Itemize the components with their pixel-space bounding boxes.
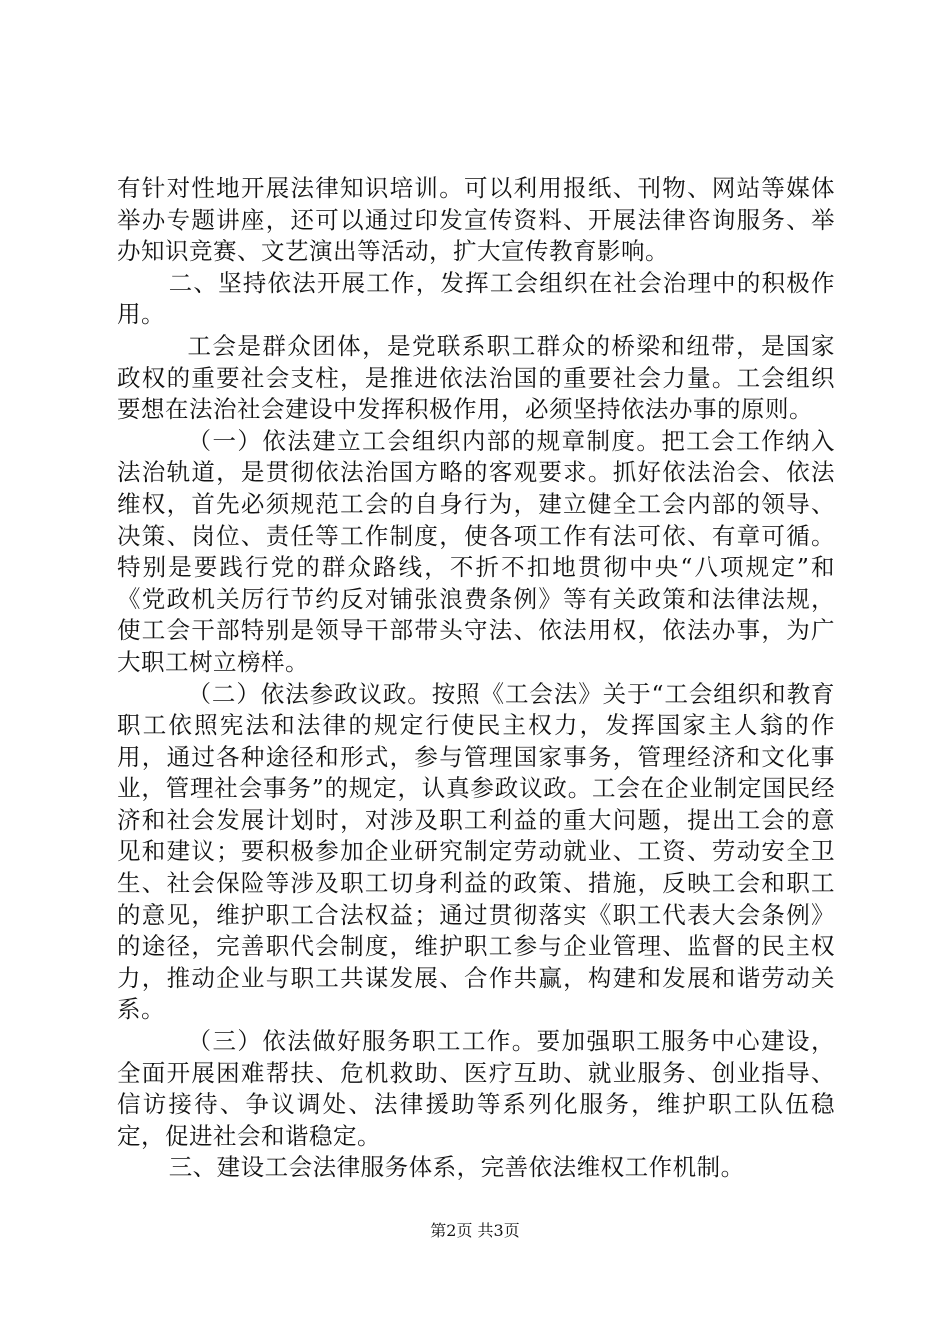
paragraph-3: 工会是群众团体，是党联系职工群众的桥梁和纽带，是国家政权的重要社会支柱，是推进依法治国的重要社会力量。工会组织要想在法治社会建设中发挥积极作用，必须坚持依法办事的原则。 bbox=[117, 331, 835, 424]
document-body bbox=[117, 173, 835, 1184]
paragraph-1: 有针对性地开展法律知识培训。可以利用报纸、刊物、网站等媒体举办专题讲座，还可以通过印发宣传资料、开展法律咨询服务、举办知识竞赛、文艺演出等活动，扩大宣传教育影响。 bbox=[117, 174, 835, 266]
paragraph-4: （一）依法建立工会组织内部的规章制度。把工会工作纳入法治轨道，是贯彻依法治国方略的客观要求。抓好依法治会、依法维权，首先必须规范工会的自身行为，建立健全工会内部的领导、决策、岗位、责任等工作制度，使各项工作有法可依、有章可循。特别是要践行党的群众路线，不折不扣地贯彻中央“八项规定”和《党政机关厉行节约反对铺张浪费条例》等有关政策和法律法规，使工会干部特别是领导干部带头守法、依法用权，依法办事，为广大职工树立榜样。 bbox=[117, 426, 835, 676]
paragraph-7: 三、建设工会法律服务体系，完善依法维权工作机制。 bbox=[168, 1153, 745, 1182]
paragraph-6: （三）依法做好服务职工工作。要加强职工服务中心建设，全面开展困难帮扶、危机救助、医疗互助、就业服务、创业指导、信访接待、争议调处、法律援助等系列化服务，维护职工队伍稳定，促进社会和谐稳定。 bbox=[117, 1027, 835, 1150]
page-footer: 第2页 共3页 bbox=[430, 1221, 520, 1240]
paragraph-5: （二）依法参政议政。按照《工会法》关于“工会组织和教育职工依照宪法和法律的规定行使民主权力，发挥国家主人翁的作用，通过各种途径和形式，参与管理国家事务，管理经济和文化事业，管理社会事务”的规定，认真参政议政。工会在企业制定国民经济和社会发展计划时，对涉及职工利益的重大问题，提出工会的意见和建议；要积极参加企业研究制定劳动就业、工资、劳动安全卫生、社会保险等涉及职工切身利益的政策、措施，反映工会和职工的意见，维护职工合法权益；通过贯彻落实《职工代表大会条例》的途径，完善职代会制度，维护职工参与企业管理、监督的民主权力，推动企业与职工共谋发展、合作共赢，构建和发展和谐劳动关系。 bbox=[117, 679, 835, 1024]
paragraph-2: 二、坚持依法开展工作，发挥工会组织在社会治理中的积极作用。 bbox=[117, 268, 835, 329]
